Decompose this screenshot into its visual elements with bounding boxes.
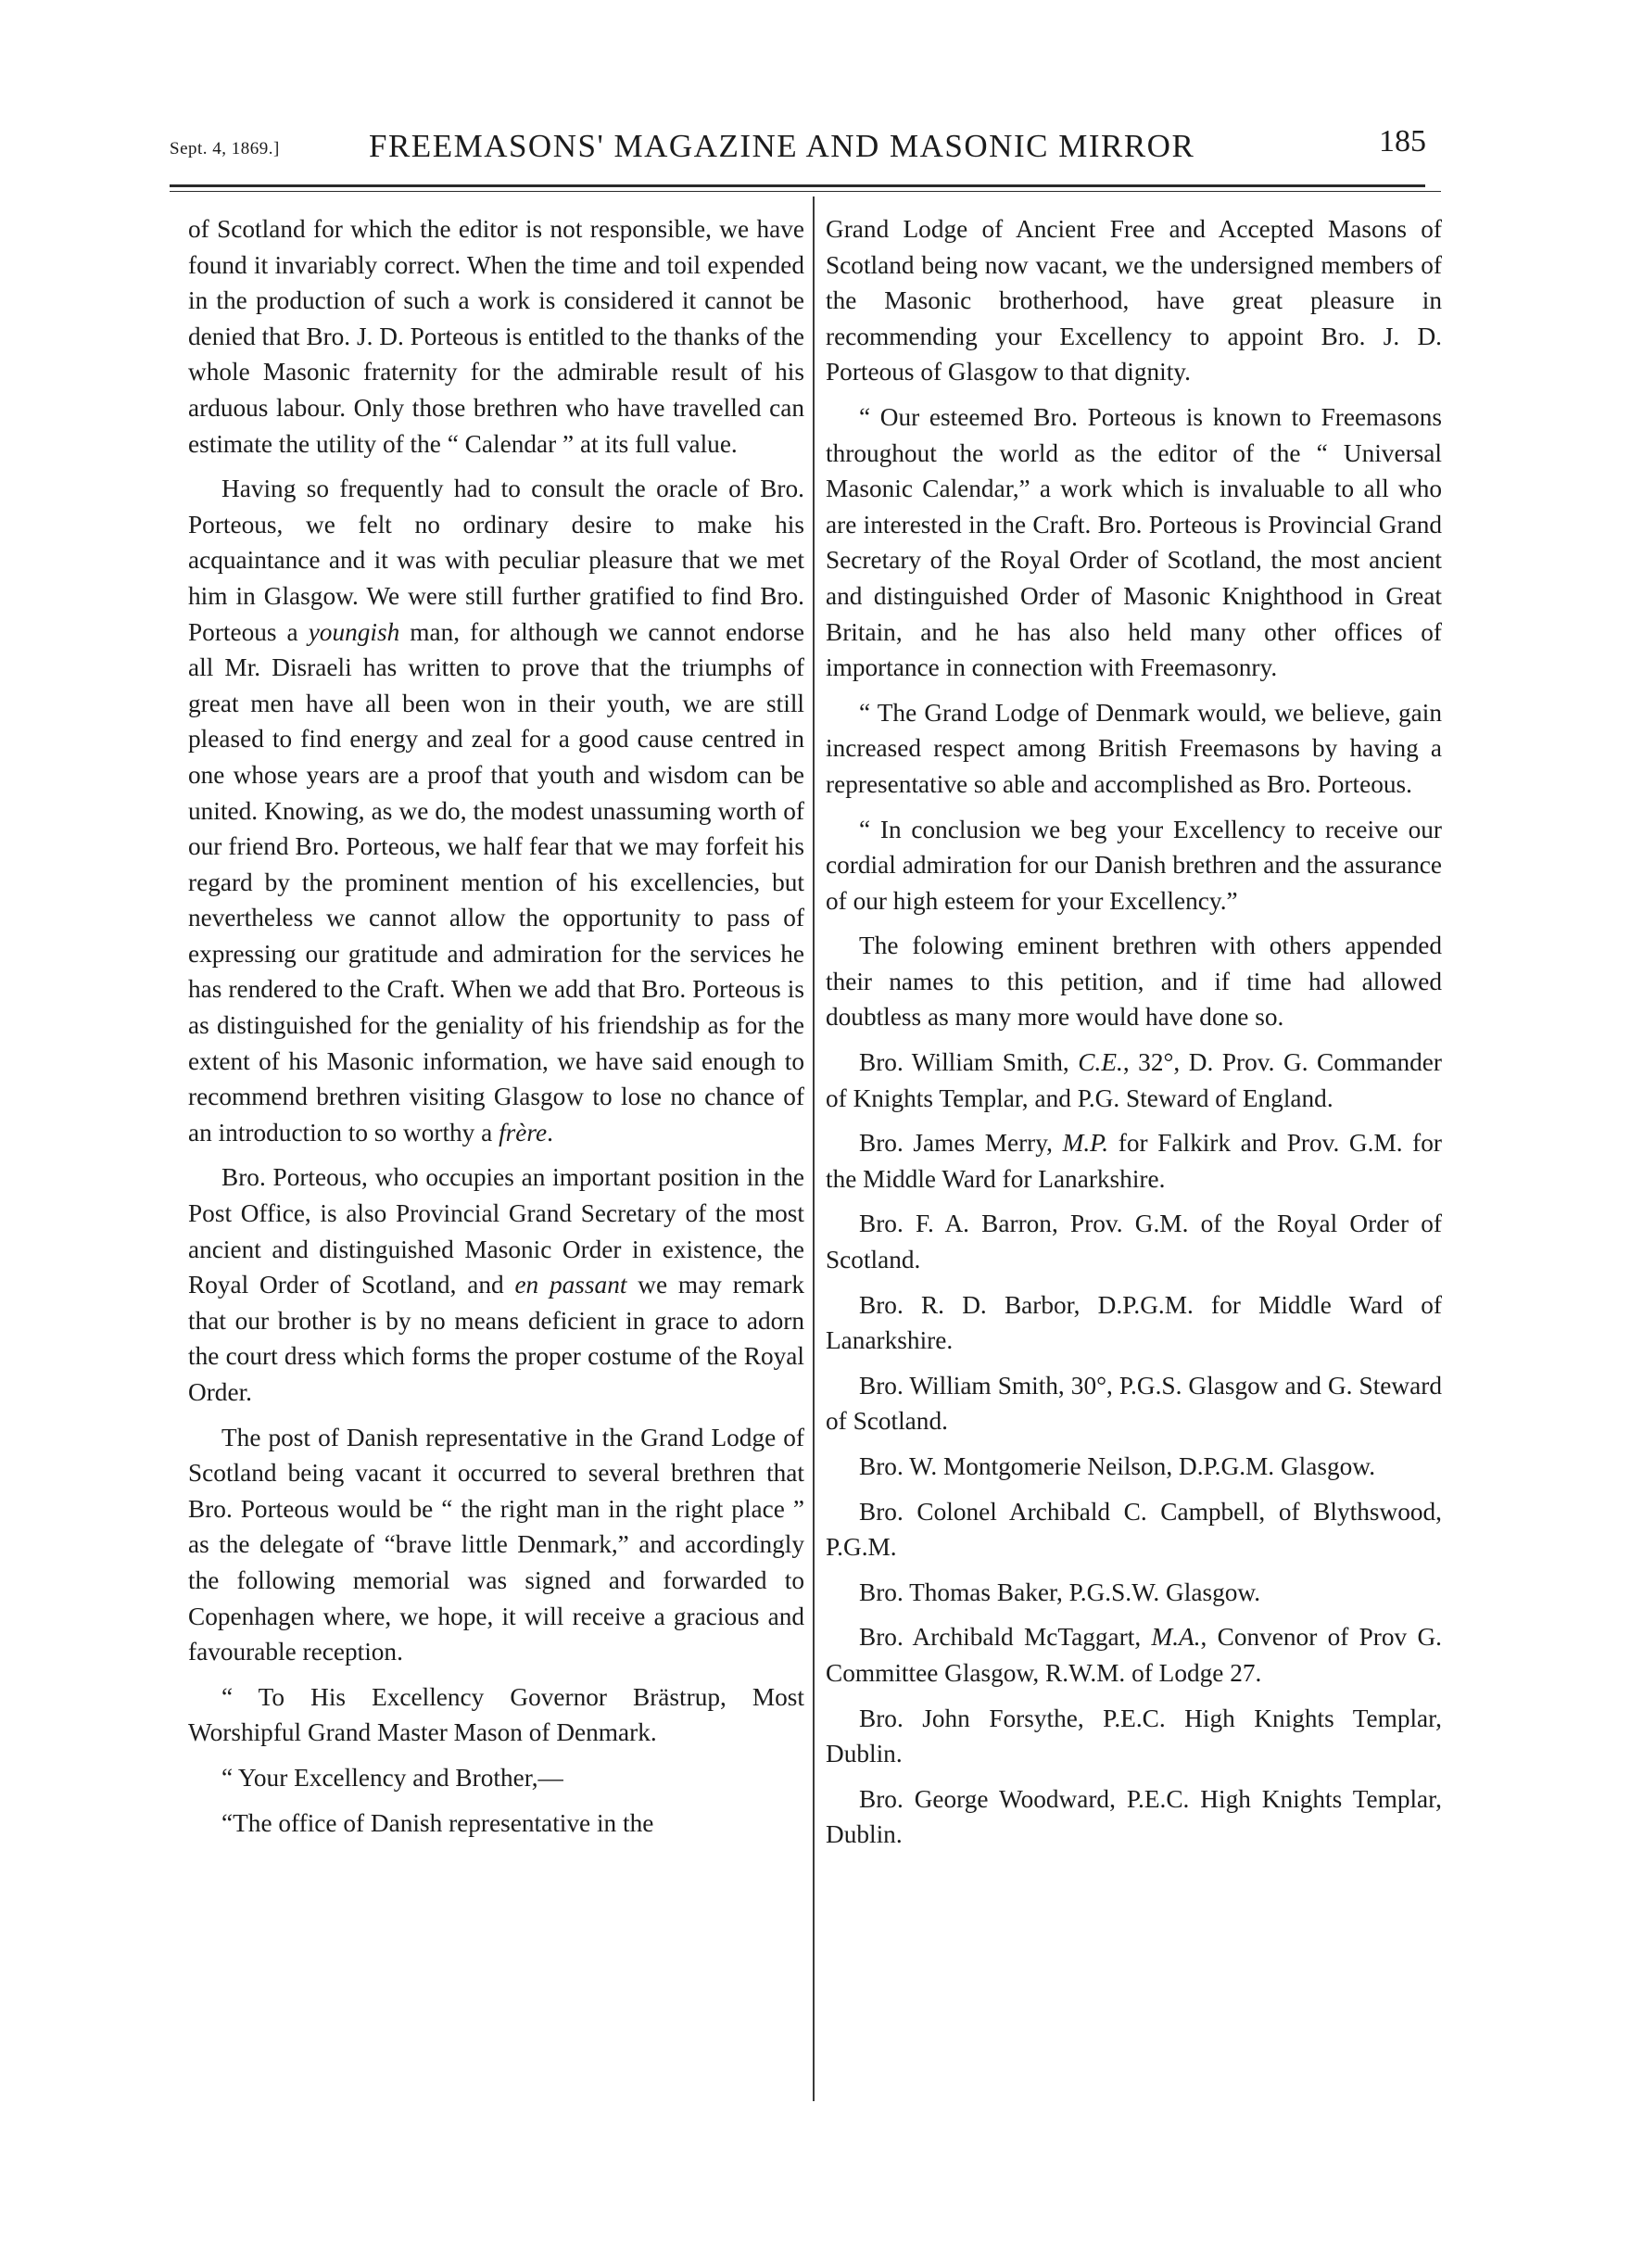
signatory: Bro. F. A. Barron, Prov. G.M. of the Royal Order of Scotland.	[826, 1210, 1442, 1274]
signatory: Bro. R. D. Barbor, D.P.G.M. for Middle Ward of Lanarkshire.	[826, 1290, 1442, 1355]
memorial-address: “ To His Excellency Governor Brästrup, Most Worshipful Grand Master Mason of Denmark.	[188, 1682, 804, 1747]
left-column	[188, 211, 804, 1850]
header-rule-thick	[170, 184, 1425, 187]
signatory: Bro. John Forsythe, P.E.C. High Knights Templar, Dublin.	[826, 1704, 1442, 1768]
issue-date: Sept. 4, 1869.]	[170, 139, 280, 158]
page-header	[170, 119, 1441, 174]
signatory: Bro. W. Montgomerie Neilson, D.P.G.M. Glasgow.	[859, 1452, 1376, 1480]
signatory: Bro. George Woodward, P.E.C. High Knights Templar, Dublin.	[826, 1784, 1442, 1849]
signatory: Bro. William Smith, 30°, P.G.S. Glasgow and G. Steward of Scotland.	[826, 1371, 1442, 1436]
paragraph: of Scotland for which the editor is not responsible, we have found it invariably correct. When the time and toil expended in the production of such a work is considered it cannot be denied that Bro. J. D. Porteous is entitled to the thanks of the whole Masonic fraternity for the admirable result of his arduous labour. Only those brethren who have travelled can estimate the utility of the “ Calendar ” at its full value.	[188, 215, 804, 458]
paragraph: The folowing eminent brethren with others appended their names to this petition, and if time had allowed doubtless as many more would have done so.	[826, 931, 1442, 1032]
signatory: Bro. James Merry, M.P. for Falkirk and Prov. G.M. for the Middle Ward for Lanarkshire.	[826, 1129, 1442, 1193]
memorial-salutation: “ Your Excellency and Brother,—	[221, 1763, 563, 1792]
page-number: 185	[1379, 124, 1426, 158]
column-divider	[813, 196, 815, 2101]
paragraph: The post of Danish representative in the Grand Lodge of Scotland being vacant it occurred to several brethren that Bro. Porteous would be “ the right man in the right place ” as the delegate of “brave little Denmark,” and accordingly the following memorial was signed and forwarded to Copenhagen where, we hope, it will receive a gracious and favourable reception.	[188, 1423, 804, 1666]
right-column	[826, 211, 1442, 1862]
signatory: Bro. Archibald McTaggart, M.A., Convenor of Prov G. Committee Glasgow, R.W.M. of Lodge 27.	[826, 1623, 1442, 1687]
paragraph: Bro. Porteous, who occupies an important position in the Post Office, is also Provincial Grand Secretary of the most ancient and distinguished Masonic Order in existence, the Royal Order of Scotland, and en passant we may remark that our brother is by no means deficient in grace to adorn the court dress which forms the proper costume of the Royal Order.	[188, 1163, 805, 1406]
memorial-text: “ Our esteemed Bro. Porteous is known to Freemasons throughout the world as the editor of the “ Universal Masonic Calendar,” a work which is invaluable to all who are interested in the Craft. Bro. Porteous is Provincial Grand Secretary of the Royal Order of Scotland, the most ancient and distinguished Order of Masonic Knighthood in Great Britain, and he has also held many other offices of importance in connection with Freemasonry.	[826, 402, 1442, 682]
signatory: Bro. William Smith, C.E., 32°, D. Prov. G. Commander of Knights Templar, and P.G. Steward of England.	[826, 1048, 1442, 1112]
signatory: Bro. Colonel Archibald C. Campbell, of Blythswood, P.G.M.	[826, 1497, 1442, 1562]
signatory: Bro. Thomas Baker, P.G.S.W. Glasgow.	[859, 1577, 1261, 1606]
memorial-text: “ The Grand Lodge of Denmark would, we believe, gain increased respect among British Freemasons by having a representative so able and accomplished as Bro. Porteous.	[826, 698, 1442, 798]
memorial-text: “ In conclusion we beg your Excellency to receive our cordial admiration for our Danish brethren and the assurance of our high esteem for your Excellency.”	[826, 815, 1442, 915]
memorial-text: “The office of Danish representative in the	[221, 1808, 654, 1837]
memorial-text: Grand Lodge of Ancient Free and Accepted Masons of Scotland being now vacant, we the undersigned members of the Masonic brotherhood, have great pleasure in recommending your Excellency to appoint Bro. J. D. Porteous of Glasgow to that dignity.	[826, 215, 1442, 386]
header-rule-thin	[170, 191, 1441, 192]
paragraph: Having so frequently had to consult the oracle of Bro. Porteous, we felt no ordinary desire to make his acquaintance and it was with peculiar pleasure that we met him in Glasgow. We were still further gratified to find Bro. Porteous a youngish man, for although we cannot endorse all Mr. Disraeli has written to prove that the triumphs of great men have all been won in their youth, we are still pleased to find energy and zeal for a good cause centred in one whose years are a proof that youth and wisdom can be united. Knowing, as we do, the modest unassuming worth of our friend Bro. Porteous, we half fear that we may forfeit his regard by the prominent mention of his excellencies, but nevertheless we cannot allow the opportunity to pass of expressing our gratitude and admiration for the services he has rendered to the Craft. When we add that Bro. Porteous is as distinguished for the geniality of his friendship as for the extent of his Masonic information, we have said enough to recommend brethren visiting Glasgow to lose no chance of an introduction to so worthy a frère.	[188, 475, 804, 1147]
magazine-title: FREEMASONS' MAGAZINE AND MASONIC MIRROR	[369, 128, 1195, 164]
